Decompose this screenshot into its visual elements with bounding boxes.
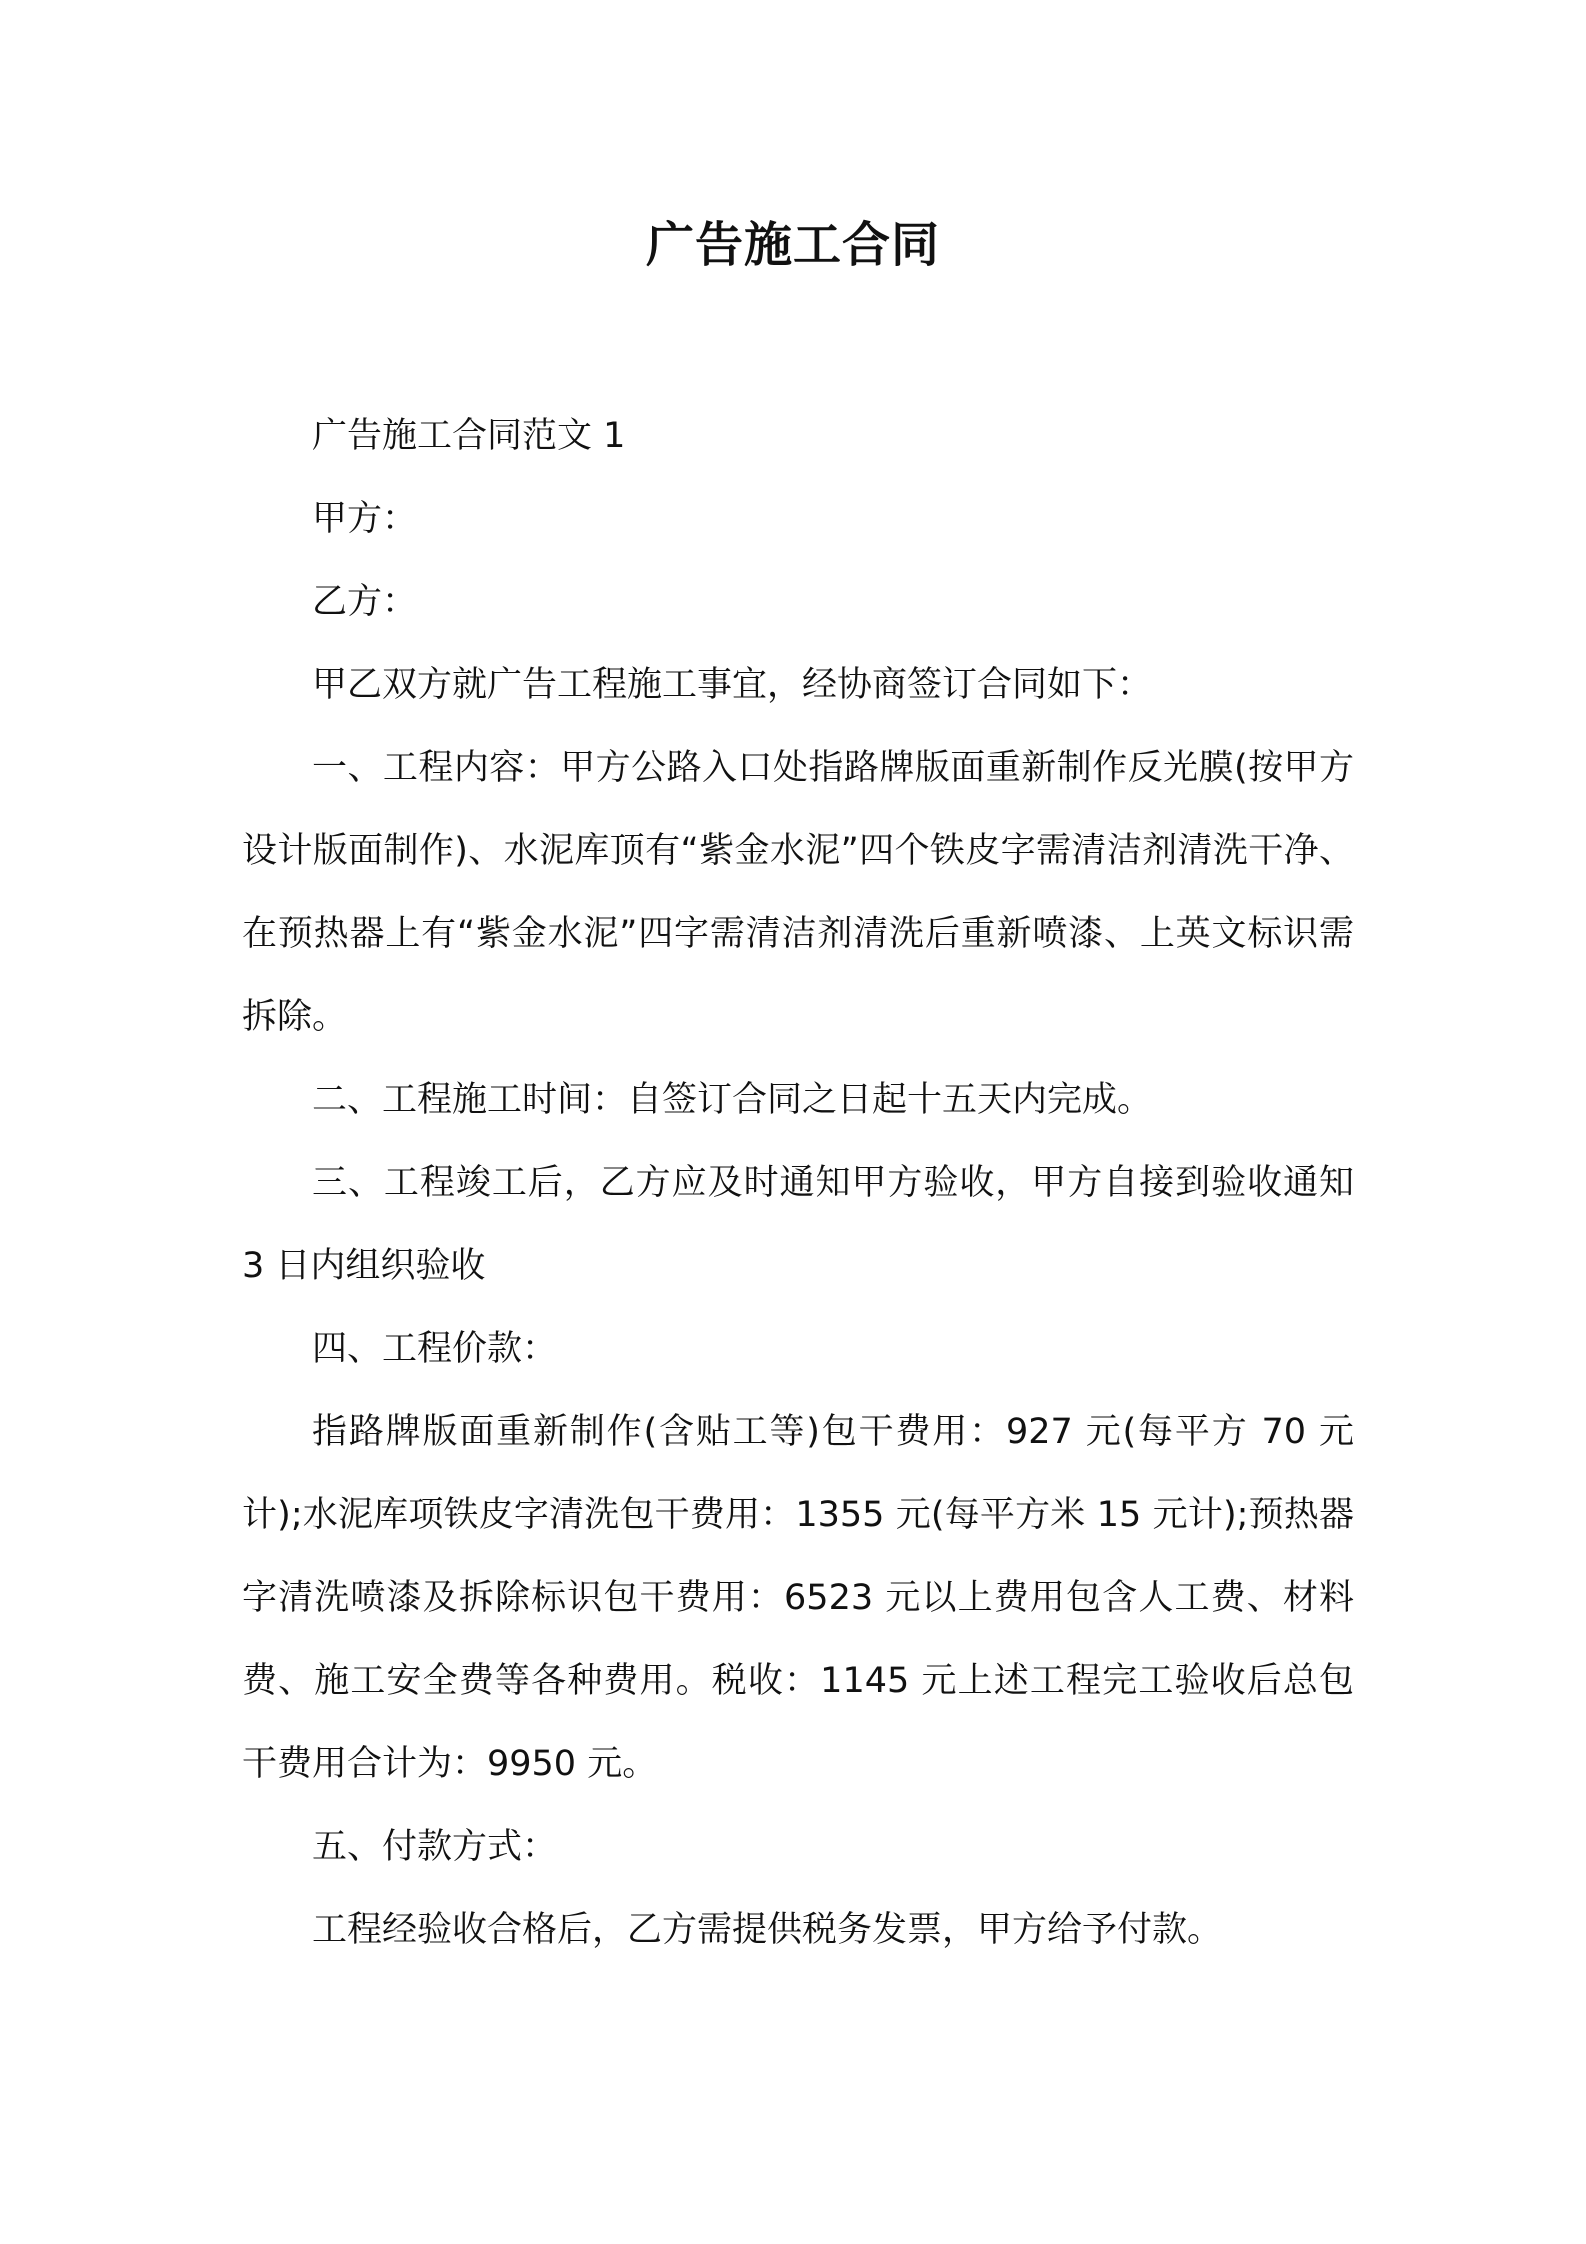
document-body	[242, 395, 1354, 1972]
paragraph-party-b: 乙方：	[312, 582, 418, 622]
paragraph-heading: 广告施工合同范文 1	[312, 416, 626, 456]
paragraph-party-a: 甲方：	[312, 499, 418, 539]
paragraph-section-4-body: 指路牌版面重新制作(含贴工等)包干费用：927 元(每平方 70 元计);水泥库项铁皮字清洗包干费用：1355 元(每平方米 15 元计);预热器字清洗喷漆及拆除标识包干费用：6523 元以上费用包含人工费、材料费、施工安全费等各种费用。税收：1145 元上述工程完工验收后总包干费用合计为：9950 元。	[242, 1412, 1354, 1784]
paragraph-section-1: 一、工程内容：甲方公路入口处指路牌版面重新制作反光膜(按甲方设计版面制作)、水泥库顶有“紫金水泥”四个铁皮字需清洁剂清洗干净、在预热器上有“紫金水泥”四字需清洁剂清洗后重新喷漆、上英文标识需拆除。	[242, 748, 1354, 1037]
paragraph-section-3: 三、工程竣工后，乙方应及时通知甲方验收，甲方自接到验收通知 3 日内组织验收	[242, 1163, 1354, 1286]
paragraph-section-4-heading: 四、工程价款：	[312, 1329, 558, 1369]
paragraph-section-2: 二、工程施工时间：自签订合同之日起十五天内完成。	[312, 1080, 1153, 1120]
document-title: 广告施工合同	[645, 217, 940, 273]
paragraph-section-5-heading: 五、付款方式：	[312, 1827, 558, 1867]
paragraph-intro: 甲乙双方就广告工程施工事宜，经协商签订合同如下：	[312, 665, 1153, 705]
paragraph-section-5-body: 工程经验收合格后，乙方需提供税务发票，甲方给予付款。	[312, 1910, 1223, 1950]
